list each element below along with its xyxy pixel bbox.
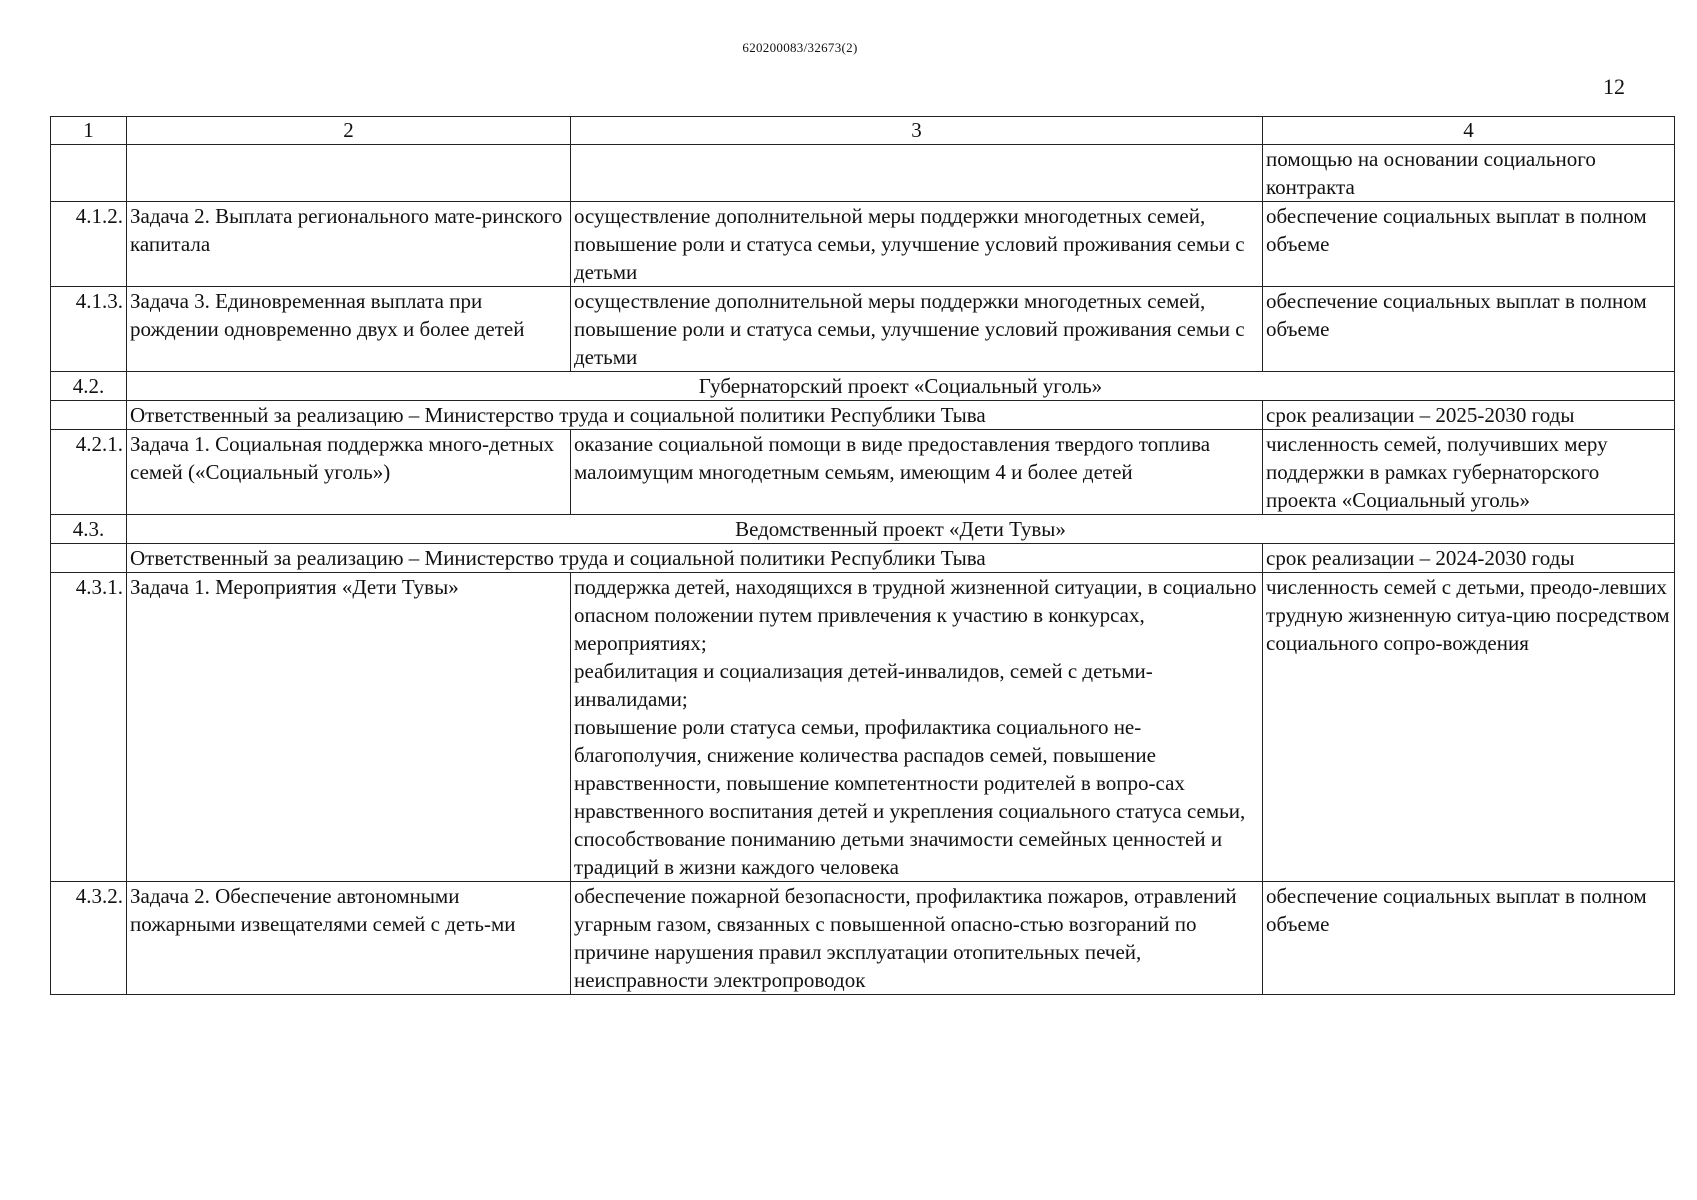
section-title: Губернаторский проект «Социальный уголь»: [127, 372, 1675, 401]
section-title: Ведомственный проект «Дети Тувы»: [127, 515, 1675, 544]
cell-result: обеспечение социальных выплат в полном объеме: [1263, 287, 1675, 372]
term-text: срок реализации – 2024-2030 годы: [1263, 544, 1675, 573]
cell-number: 4.3.1.: [51, 573, 127, 882]
cell-task: Задача 1. Социальная поддержка много-детных семей («Социальный уголь»): [127, 430, 571, 515]
cell-number: 4.3.2.: [51, 882, 127, 995]
col-header-4: 4: [1263, 117, 1675, 145]
document-registration-number: 620200083/32673(2): [742, 40, 858, 55]
cell-description: осуществление дополнительной меры поддержки многодетных семей, повышение роли и статуса семьи, улучшение условий проживания семьи с детьми: [571, 202, 1263, 287]
description-paragraph: повышение роли статуса семьи, профилактика социального не-благополучия, снижение количества распадов семей, повышение нравственности, повышение компетентности родителей в вопро-сах нравственного воспитания детей и укрепления социального статуса семьи, способствование пониманию детьми значимости семейных ценностей и традиций в жизни каждого человека: [574, 715, 1246, 879]
table-row-continuation: [51, 145, 1675, 202]
responsible-row-4-3: [51, 544, 1675, 573]
section-number: 4.2.: [51, 372, 127, 401]
cell-number: 4.1.2.: [51, 202, 127, 287]
cell-result: численность семей, получивших меру поддержки в рамках губернаторского проекта «Социальный уголь»: [1263, 430, 1675, 515]
cell-task: Задача 1. Мероприятия «Дети Тувы»: [127, 573, 571, 882]
table-row-4-2-1: [51, 430, 1675, 515]
cell-description: осуществление дополнительной меры поддержки многодетных семей, повышение роли и статуса семьи, улучшение условий проживания семьи с детьми: [571, 287, 1263, 372]
cell-task: Задача 2. Обеспечение автономными пожарными извещателями семей с деть-ми: [127, 882, 571, 995]
cell-result: обеспечение социальных выплат в полном объеме: [1263, 202, 1675, 287]
term-text: срок реализации – 2025-2030 годы: [1263, 401, 1675, 430]
description-paragraph: реабилитация и социализация детей-инвалидов, семей с детьми-инвалидами;: [574, 659, 1153, 711]
section-row-4-2: [51, 372, 1675, 401]
cell-task: Задача 2. Выплата регионального мате-ринского капитала: [127, 202, 571, 287]
table-row-4-3-1: [51, 573, 1675, 882]
cell-result: обеспечение социальных выплат в полном объеме: [1263, 882, 1675, 995]
table-row-4-1-3: [51, 287, 1675, 372]
section-number: 4.3.: [51, 515, 127, 544]
page-number: 12: [1603, 74, 1625, 99]
table-row-4-1-2: [51, 202, 1675, 287]
responsible-text: Ответственный за реализацию – Министерство труда и социальной политики Республики Тыва: [127, 401, 1263, 430]
cell-task: Задача 3. Единовременная выплата при рождении одновременно двух и более детей: [127, 287, 571, 372]
section-row-4-3: [51, 515, 1675, 544]
table-row-4-3-2: [51, 882, 1675, 995]
program-table: [50, 116, 1675, 995]
col-header-1: 1: [51, 117, 127, 145]
cell-result: численность семей с детьми, преодо-левших трудную жизненную ситуа-цию посредством социального сопро-вождения: [1263, 573, 1675, 882]
cell-description: [571, 573, 1263, 882]
cell-number: 4.2.1.: [51, 430, 127, 515]
col-header-3: 3: [571, 117, 1263, 145]
responsible-text: Ответственный за реализацию – Министерство труда и социальной политики Республики Тыва: [127, 544, 1263, 573]
cell-number: 4.1.3.: [51, 287, 127, 372]
cell-description: оказание социальной помощи в виде предоставления твердого топлива малоимущим многодетным семьям, имеющим 4 и более детей: [571, 430, 1263, 515]
description-paragraph: поддержка детей, находящихся в трудной жизненной ситуации, в социально опасном положении путем привлечения к участию в конкурсах, мероприятиях;: [574, 575, 1257, 655]
table-header-row: [51, 117, 1675, 145]
cell-description: обеспечение пожарной безопасности, профилактика пожаров, отравлений угарным газом, связанных с повышенной опасно-стью возгораний по причине нарушения правил эксплуатации отопительных печей, неисправности электропроводок: [571, 882, 1263, 995]
cell-result: помощью на основании социального контракта: [1263, 145, 1675, 202]
col-header-2: 2: [127, 117, 571, 145]
responsible-row-4-2: [51, 401, 1675, 430]
